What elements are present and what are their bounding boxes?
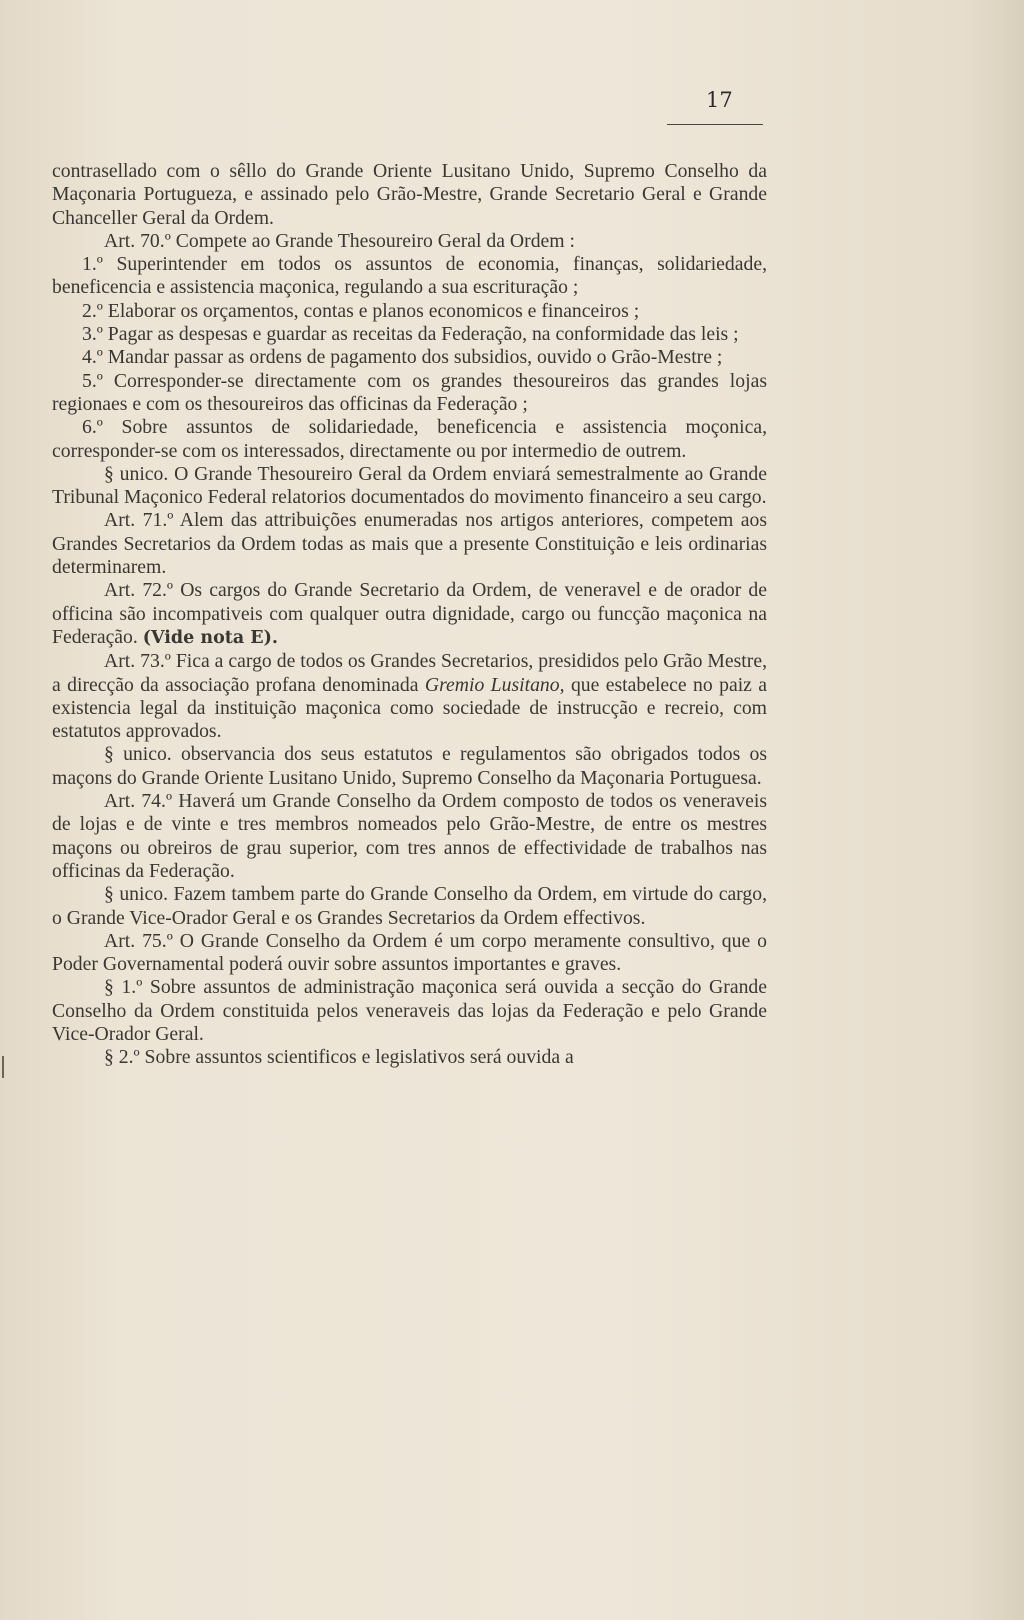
article-70: Art. 70.º Compete ao Grande Thesoureiro Geral da Ordem : [104, 229, 575, 252]
article-72-note: (Vide nota E). [142, 627, 279, 648]
article-73 [52, 650, 767, 743]
art70-item-5: 5.º Corresponder-se directamente com os grandes thesoureiros das grandes lojas regionaes e com os thesoureiros das officinas da Federação ; [52, 369, 767, 415]
art75-paragraph-1: § 1.º Sobre assuntos de administração maçonica será ouvida a secção do Grande Conselho da Ordem constituida pelos veneraveis das lojas da Federação e pelo Grande Vice-Orador Geral. [52, 976, 767, 1045]
art70-item-4: 4.º Mandar passar as ordens de pagamento dos subsidios, ouvido o Grão-Mestre ; [82, 346, 723, 369]
art70-item-3: 3.º Pagar as despesas e guardar as receitas da Federação, na conformidade das leis ; [82, 323, 739, 346]
article-75: Art. 75.º O Grande Conselho da Ordem é um corpo meramente consultivo, que o Poder Governamental poderá ouvir sobre assuntos importantes e graves. [52, 929, 767, 976]
page-number-rule [667, 124, 763, 125]
art75-paragraph-2: § 2.º Sobre assuntos scientificos e legislativos será ouvida a [104, 1046, 574, 1069]
art70-item-1: 1.º Superintender em todos os assuntos de economia, finanças, solidariedade, beneficencia e assistencia maçonica, regulando a sua escrituração ; [52, 253, 767, 299]
gremio-lusitano: Gremio Lusitano, [424, 673, 565, 696]
article-71: Art. 71.º Alem das attribuições enumeradas nos artigos anteriores, competem aos Grandes Secretarios da Ordem todas as mais que a presente Constituição e leis ordinarias determinarem. [52, 509, 767, 579]
body-text [52, 160, 767, 1070]
paragraph-continuation: contrasellado com o sêllo do Grande Oriente Lusitano Unido, Supremo Conselho da Maçonaria Portugueza, e assinado pelo Grão-Mestre, Grande Secretario Geral e Grande Chanceller Geral da Ordem. [52, 160, 767, 229]
article-72-text: Art. 72.º Os cargos do Grande Secretario da Ordem, de veneravel e de orador de officina são incompativeis com qualquer outra dignidade, cargo ou funcção maçonica na Federação. [52, 579, 767, 648]
art70-item-6: 6.º Sobre assuntos de solidariedade, beneficencia e assistencia moçonica, corresponder-se com os interessados, directamente ou por intermedio de outrem. [52, 416, 767, 462]
art74-paragraph-unico: § unico. Fazem tambem parte do Grande Conselho da Ordem, em virtude do cargo, o Grande Vice-Orador Geral e os Grandes Secretarios da Ordem effectivos. [52, 883, 767, 929]
article-72 [52, 579, 767, 650]
margin-mark [2, 1056, 4, 1078]
page-number: 17 [706, 88, 733, 112]
art70-item-2: 2.º Elaborar os orçamentos, contas e planos economicos e financeiros ; [82, 299, 640, 322]
art73-paragraph-unico: § unico. observancia dos seus estatutos e regulamentos são obrigados todos os maçons do Grande Oriente Lusitano Unido, Supremo Conselho da Maçonaria Portuguesa. [52, 743, 767, 789]
article-74: Art. 74.º Haverá um Grande Conselho da Ordem composto de todos os veneraveis de lojas e de vinte e tres membros nomeados pelo Grão-Mestre, de entre os mestres maçons ou obreiros de grau superior, com tres annos de effectividade de trabalhos nas officinas da Federação. [52, 790, 767, 882]
article-73-text-b: que estabelece no paiz a existencia legal da instituição maçonica como sociedade de instrucção e recreio, com estatutos approvados. [52, 673, 768, 743]
article-73-text-a: Art. 73.º Fica a cargo de todos os Grandes Secretarios, presididos pelo Grão Mestre, a direcção da associação profana denominada [52, 650, 767, 696]
art70-paragraph-unico: § unico. O Grande Thesoureiro Geral da Ordem enviará semestralmente ao Grande Tribunal Maçonico Federal relatorios documentados do movimento financeiro a seu cargo. [52, 462, 767, 509]
